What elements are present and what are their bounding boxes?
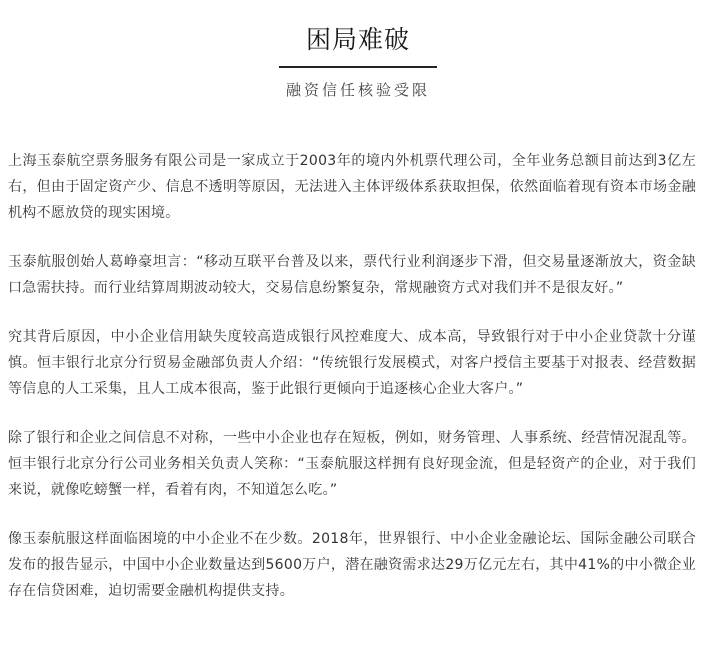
paragraph-3: 究其背后原因，中小企业信用缺失度较高造成银行风控难度大、成本高，导致银行对于中小企业贷款十分谨慎。恒丰银行北京分行贸易金融部负责人介绍：“传统银行发展模式，对客户授信主要基于对报表、经营数据等信息的人工采集，且人工成本很高，鉴于此银行更倾向于追逐核心企业大客户。” <box>8 329 696 397</box>
paragraph-2: 玉泰航服创始人葛峥豪坦言：“移动互联平台普及以来，票代行业利润逐步下滑，但交易量逐渐放大，资金缺口急需扶持。而行业结算周期波动较大，交易信息纷繁复杂，常规融资方式对我们并不是很友好。” <box>8 254 696 296</box>
paragraph-5: 像玉泰航服这样面临困境的中小企业不在少数。2018年，世界银行、中小企业金融论坛、国际金融公司联合发布的报告显示，中国中小企业数量达到5600万户，潜在融资需求达29万亿元左右，其中41%的中小微企业存在信贷困难，迫切需要金融机构提供支持。 <box>8 531 696 599</box>
article-header <box>0 0 716 110</box>
paragraph-4: 除了银行和企业之间信息不对称，一些中小企业也存在短板，例如，财务管理、人事系统、经营情况混乱等。恒丰银行北京分行公司业务相关负责人笑称：“玉泰航服这样拥有良好现金流，但是轻资产的企业，对于我们来说，就像吃螃蟹一样，看着有肉，不知道怎么吃。” <box>8 430 696 498</box>
article-subtitle: 融资信任核验受限 <box>285 81 430 99</box>
title-divider <box>279 66 437 68</box>
paragraph-1: 上海玉泰航空票务服务有限公司是一家成立于2003年的境内外机票代理公司，全年业务总额目前达到3亿左右，但由于固定资产少、信息不透明等原因，无法进入主体评级体系获取担保，依然面临着现有资本市场金融机构不愿放贷的现实困境。 <box>8 153 696 221</box>
article-body <box>8 148 696 627</box>
article-title: 困局难破 <box>305 25 410 54</box>
